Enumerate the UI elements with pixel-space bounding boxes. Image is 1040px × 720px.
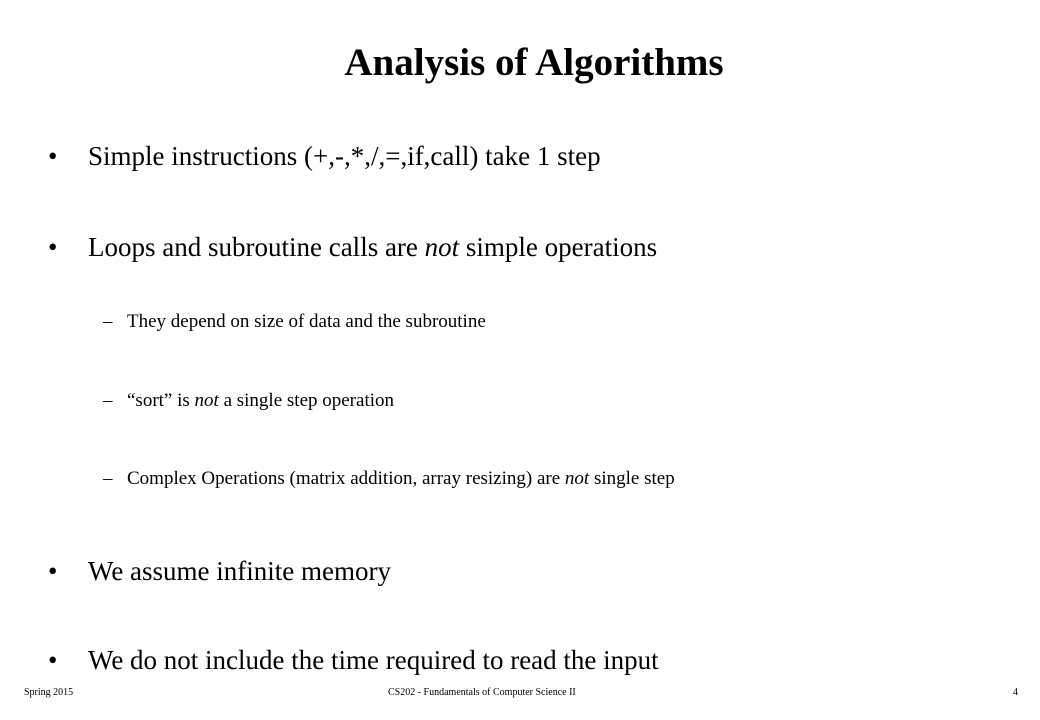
- footer-page-number: 4: [1013, 687, 1018, 698]
- bullet-marker: •: [48, 556, 58, 586]
- bullet-text: We do not include the time required to read the input: [88, 645, 659, 675]
- subbullet-emphasis: not: [194, 390, 219, 411]
- subbullet-emphasis: not: [564, 468, 590, 489]
- subbullet-item: [103, 468, 675, 491]
- bullet-marker: •: [48, 645, 58, 675]
- bullet-emphasis: not: [424, 232, 460, 262]
- bullet-text-start: Loops and subroutine calls are: [88, 232, 425, 262]
- subbullet-text-start: “sort” is: [127, 390, 195, 411]
- bullet-marker: •: [48, 141, 58, 171]
- bullet-text: Simple instructions (+,-,*,/,=,if,call) take 1 step: [88, 141, 601, 171]
- bullet-text: We assume infinite memory: [88, 556, 391, 586]
- subbullet-marker: –: [103, 468, 113, 489]
- subbullet-marker: –: [103, 311, 113, 332]
- bullet-item: [48, 140, 601, 172]
- subbullet-text-end: a single step operation: [218, 390, 395, 411]
- subbullet-item: [103, 390, 394, 413]
- subbullet-text-end: single step: [589, 468, 675, 489]
- subbullet-text: They depend on size of data and the subroutine: [127, 311, 486, 332]
- bullet-marker: •: [48, 232, 58, 262]
- bullet-item: [48, 231, 657, 263]
- subbullet-marker: –: [103, 390, 113, 411]
- subbullet-item: [103, 311, 486, 334]
- bullet-text-end: simple operations: [459, 232, 658, 262]
- subbullet-text-start: Complex Operations (matrix addition, array resizing) are: [127, 468, 565, 489]
- bullet-item: [48, 555, 391, 587]
- bullet-item: [48, 644, 659, 676]
- footer-date: Spring 2015: [24, 687, 74, 698]
- footer-course-title: CS202 - Fundamentals of Computer Science II: [388, 687, 576, 698]
- slide-title: Analysis of Algorithms: [344, 41, 724, 84]
